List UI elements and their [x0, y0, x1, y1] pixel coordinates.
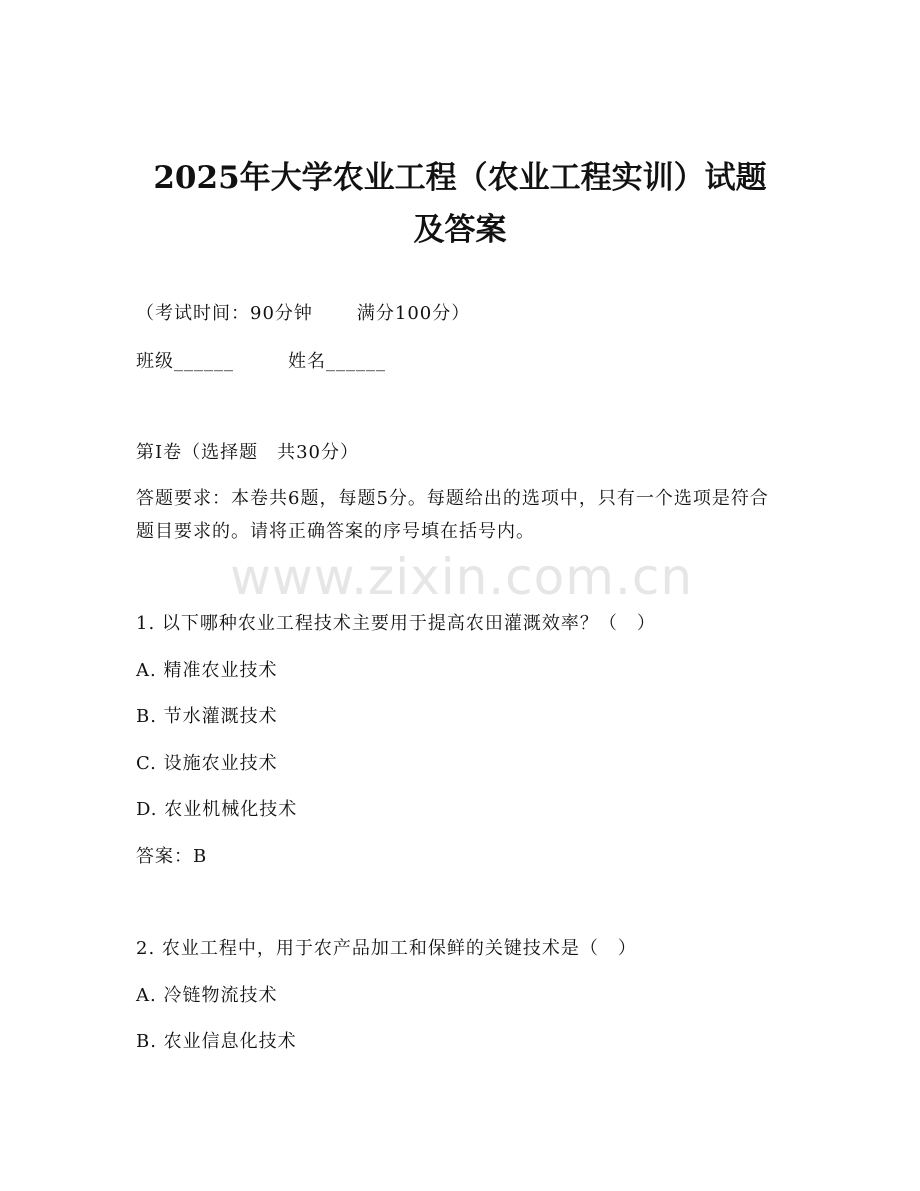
question-2-option-b: B. 农业信息化技术	[136, 1031, 297, 1052]
question-1-option-a: A. 精准农业技术	[136, 660, 278, 681]
exam-score: 满分100分）	[356, 303, 471, 324]
question-1-option-c: C. 设施农业技术	[136, 753, 278, 774]
student-fields	[136, 350, 386, 374]
question-1-stem: 1. 以下哪种农业工程技术主要用于提高农田灌溉效率？（ ）	[136, 613, 656, 634]
class-field: 班级______	[136, 351, 234, 372]
question-2-option-a: A. 冷链物流技术	[136, 985, 278, 1006]
exam-time: （考试时间：90分钟	[136, 303, 313, 324]
question-1-option-d: D. 农业机械化技术	[136, 799, 298, 820]
exam-info	[136, 302, 470, 326]
section-instructions: 答题要求：本卷共6题，每题5分。每题给出的选项中，只有一个选项是符合题目要求的。请将正确答案的序号填在括号内。	[136, 488, 769, 542]
question-2-stem: 2. 农业工程中，用于农产品加工和保鲜的关键技术是（ ）	[136, 938, 637, 959]
document-title	[80, 152, 840, 256]
name-field: 姓名______	[288, 351, 386, 372]
question-1-answer: 答案：B	[136, 846, 208, 867]
watermark: www.zixin.com.cn	[230, 548, 694, 606]
title-line-2: 及答案	[413, 212, 507, 248]
question-1-option-b: B. 节水灌溉技术	[136, 706, 278, 727]
section-heading: 第I卷（选择题 共30分）	[136, 442, 360, 463]
title-line-1: 2025年大学农业工程（农业工程实训）试题	[153, 160, 767, 196]
